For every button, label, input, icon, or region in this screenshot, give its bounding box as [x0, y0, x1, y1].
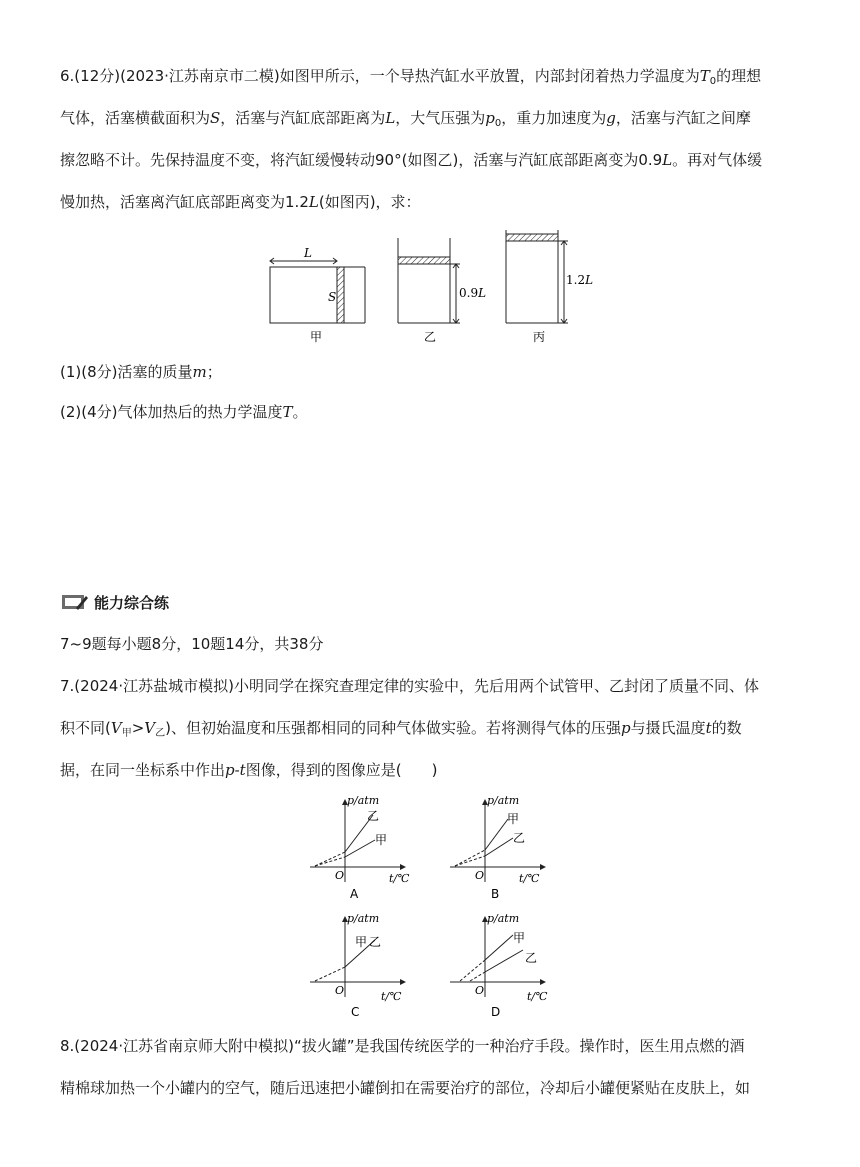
section-title: 能力综合练	[94, 593, 170, 612]
q7-line-1: 7.(2024·江苏盐城市模拟)小明同学在探究查理定律的实验中，先后用两个试管甲、乙封闭了质量不同、体	[60, 677, 759, 695]
graph-d-caption: D	[491, 1005, 501, 1019]
q6-line-3: 擦忽略不计。先保持温度不变，将汽缸缓慢转动90°(如图乙)，活塞与汽缸底部距离变为0.9L。再对气体缓	[60, 151, 763, 169]
svg-text:1.2L: 1.2L	[566, 273, 594, 287]
graph-d-yi: 乙	[525, 951, 538, 965]
q6-line-4: 慢加热，活塞离汽缸底部距离变为1.2L(如图丙)，求：	[60, 193, 421, 211]
section-header	[62, 592, 169, 612]
graph-b-ylabel: p/atm	[487, 794, 520, 807]
q7-line-3: 据，在同一坐标系中作出p-t图像，得到的图像应是( )	[60, 761, 438, 779]
graph-a-ylabel: p/atm	[347, 794, 380, 807]
graph-d-ylabel: p/atm	[487, 912, 520, 925]
cylinder-figure	[260, 228, 600, 350]
q8-line-2: 精棉球加热一个小罐内的空气，随后迅速把小罐倒扣在需要治疗的部位，冷却后小罐便紧贴在皮肤上，如	[60, 1079, 751, 1097]
q6-line-1: 6.(12分)(2023·江苏南京市二模)如图甲所示，一个导热汽缸水平放置，内部封闭着热力学温度为$T_0$的理想	[60, 67, 762, 87]
graph-c-caption: C	[351, 1005, 360, 1019]
graph-b-caption: B	[491, 887, 500, 901]
svg-text:0.9L: 0.9L	[459, 286, 487, 300]
graph-a-origin: O	[335, 869, 345, 882]
q6-part-1: (1)(8分)活塞的质量m；	[60, 363, 222, 381]
graph-b-xlabel: t/℃	[519, 872, 540, 885]
fig-label-12: 1.2	[566, 273, 586, 287]
fig-label-L: L	[304, 246, 312, 260]
graph-a-yi: 乙	[367, 809, 380, 823]
graph-c-jia: 甲	[355, 935, 368, 949]
q8-line-1: 8.(2024·江苏省南京师大附中模拟)“拔火罐”是我国传统医学的一种治疗手段。操作时，医生用点燃的酒	[60, 1037, 745, 1055]
scoring-note: 7~9题每小题8分，10题14分，共38分	[60, 635, 324, 653]
graph-c-origin: O	[335, 984, 345, 997]
graph-d-jia: 甲	[513, 931, 526, 945]
graph-b-jia: 甲	[507, 812, 520, 826]
graph-c-ylabel: p/atm	[347, 912, 380, 925]
fig-caption-bing: 丙	[533, 330, 546, 344]
q7-graphs	[305, 792, 555, 1022]
q6-line-2: 气体，活塞横截面积为S，活塞与汽缸底部距离为L，大气压强为$p_0$，重力加速度为g，活塞与汽缸之间摩	[60, 109, 751, 129]
graph-c-yi: 乙	[369, 935, 382, 949]
fig-label-S: S	[328, 290, 337, 304]
graph-a-jia: 甲	[375, 833, 388, 847]
graph-b-origin: O	[475, 869, 485, 882]
graph-d-xlabel: t/℃	[527, 990, 548, 1003]
graph-c-xlabel: t/℃	[381, 990, 402, 1003]
fig-caption-jia: 甲	[310, 330, 323, 344]
graph-b-yi: 乙	[513, 831, 526, 845]
q7-line-2: 积不同$(V_甲>V_乙)$、但初始温度和压强都相同的同种气体做实验。若将测得气体的压强p与摄氏温度t的数	[60, 719, 742, 739]
graph-a-caption: A	[350, 887, 359, 901]
pencil-checkbox-icon	[62, 594, 88, 610]
q6-part-2: (2)(4分)气体加热后的热力学温度T。	[60, 403, 308, 421]
graph-d-origin: O	[475, 984, 485, 997]
fig-label-09: 0.9	[459, 286, 479, 300]
svg-text:p/atm	[347, 794, 379, 807]
graph-a-xlabel: t/℃	[389, 872, 410, 885]
fig-caption-yi: 乙	[424, 330, 437, 344]
